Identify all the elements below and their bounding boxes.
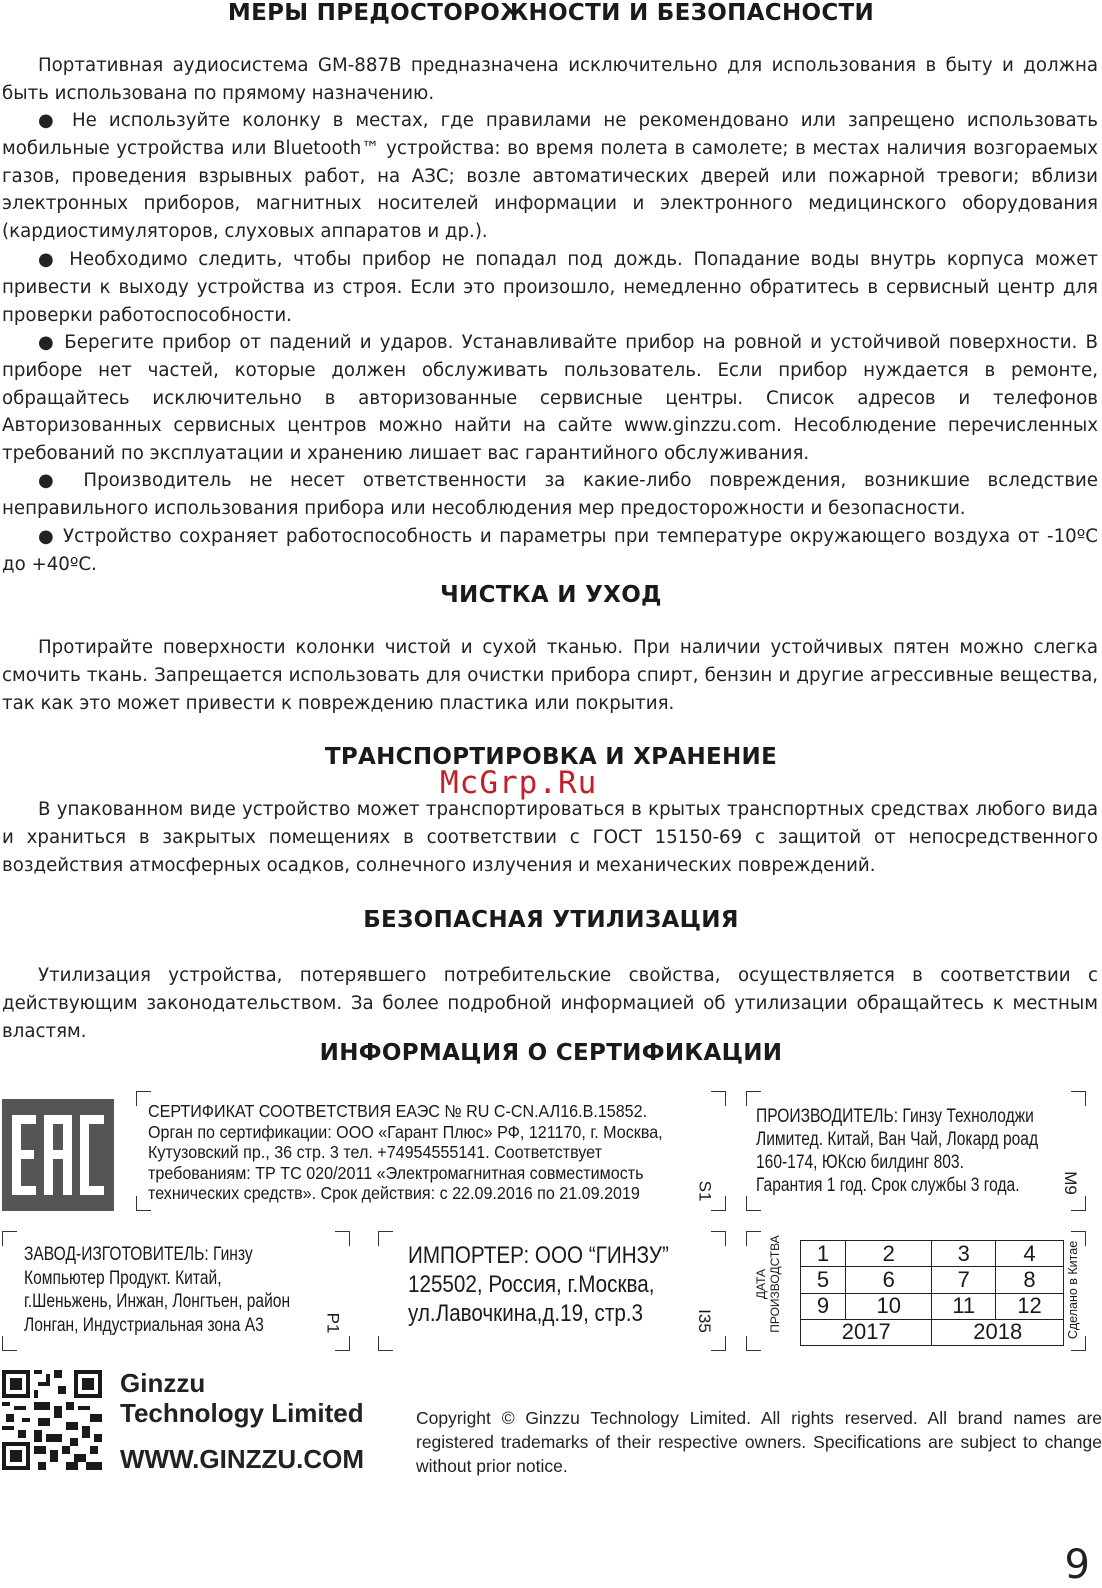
certificate-line: требованиям: ТР ТС 020/2011 «Электромагнитная совместимость bbox=[148, 1162, 644, 1183]
month-cell: 8 bbox=[996, 1267, 1064, 1293]
certificate-line: СЕРТИФИКАТ СООТВЕТСТВИЯ ЕАЭС № RU C-CN.АЛ16.В.15852. bbox=[148, 1101, 648, 1121]
page-number: 9 bbox=[1064, 1542, 1090, 1588]
month-cell: 6 bbox=[845, 1267, 932, 1293]
certificate-line: технических средств». Срок действия: с 22.09.2016 по 21.09.2019 bbox=[148, 1183, 640, 1203]
importer-line: ИМПОРТЕР: ООО “ГИНЗУ” bbox=[408, 1242, 669, 1269]
manufacturer-line: Гарантия 1 год. Срок службы 3 года. bbox=[756, 1175, 1020, 1196]
disposal-text: Утилизация устройства, потерявшего потребительские свойства, осуществляется в соответствии с действующим законодательством. За более подробной информацией об утилизации обращайтесь к местным властям. bbox=[2, 965, 1098, 1042]
month-cell: 12 bbox=[996, 1293, 1064, 1319]
copyright-text: Copyright © Ginzzu Technology Limited. All rights reserved. All brand names are registered trademarks of their respective owners. Specifications are subject to change without prior notice. bbox=[416, 1408, 1102, 1476]
month-cell: 5 bbox=[801, 1267, 846, 1293]
month-cell: 10 bbox=[845, 1293, 932, 1319]
section-title-certification: ИНФОРМАЦИЯ О СЕРТИФИКАЦИИ bbox=[319, 1040, 783, 1066]
production-date-label: ДАТА ПРОИЗВОДСТВА bbox=[754, 1235, 782, 1333]
manufacturer-line: 160-174, ЮКсю билдинг 803. bbox=[756, 1152, 964, 1173]
manufacturer-box bbox=[746, 1091, 1086, 1211]
factory-line: г.Шеньжень, Инжан, Лонгтьен, район bbox=[24, 1291, 291, 1312]
cleaning-text: Протирайте поверхности колонки чистой и сухой тканью. При наличии устойчивых пятен можно слегка смочить ткань. Запрещается использовать для очистки прибора спирт, бензин и другие агрессивные вещества, так как это может привести к повреждению пластика или покрытия. bbox=[2, 637, 1098, 714]
eac-mark-icon bbox=[12, 1115, 104, 1195]
bullet-icon: ● bbox=[38, 332, 57, 353]
safety-bullet-5: ● Устройство сохраняет работоспособность и параметры при температуре окружающего воздуха от -10ºС до +40ºС. bbox=[2, 526, 1098, 575]
month-cell: 11 bbox=[932, 1293, 996, 1319]
bullet-icon: ● bbox=[38, 470, 66, 491]
importer-code: I35 bbox=[694, 1309, 714, 1333]
manufacturer-line: ПРОИЗВОДИТЕЛЬ: Гинзу Технолоджи bbox=[756, 1106, 1034, 1127]
transport-text: В упакованном виде устройство может транспортироваться в крытых транспортных средствах любого вида и храниться в закрытых помещениях в соответствии с ГОСТ 15150-69 с защитой от непосредственного воздействия атмосферных осадков, солнечного излучения и механических повреждений. bbox=[2, 799, 1098, 876]
website-link[interactable]: WWW.GINZZU.COM bbox=[120, 1444, 365, 1474]
factory-line: Компьютер Продукт. Китай, bbox=[24, 1267, 222, 1289]
factory-box bbox=[2, 1231, 350, 1351]
certificate-line: Кутузовский пр., 36 стр. 3 тел. +74954555141. Соответствует bbox=[148, 1142, 602, 1162]
production-date-grid bbox=[800, 1240, 1064, 1346]
factory-line: Лонган, Индустриальная зона А3 bbox=[24, 1314, 264, 1336]
bullet-icon: ● bbox=[38, 526, 56, 547]
safety-bullet-3: ● Берегите прибор от падений и ударов. Устанавливайте прибор на ровной и устойчивой поверхности. В приборе нет частей, которые должен обслуживать пользователь. Если прибор нуждается в ремонте, обращайтесь исключительно в авторизованные сервисные центры. Список адресов и телефонов Авторизованных сервисных центров можно найти на сайте www.ginzzu.com. Несоблюдение перечисленных требований по эксплуатации и хранению лишает вас гарантийного обслуживания. bbox=[2, 332, 1098, 465]
certificate-box bbox=[136, 1091, 726, 1211]
month-cell: 4 bbox=[996, 1241, 1064, 1267]
factory-code: P1 bbox=[323, 1312, 343, 1334]
manufacturer-code: M9 bbox=[1060, 1171, 1080, 1195]
section-title-disposal: БЕЗОПАСНАЯ УТИЛИЗАЦИЯ bbox=[363, 907, 739, 933]
certificate-line: Орган по сертификации: ООО «Гарант Плюс» РФ, 121170, г. Москва, bbox=[148, 1121, 663, 1142]
certificate-code: S1 bbox=[695, 1180, 715, 1202]
safety-bullet-1: ● Не используйте колонку в местах, где правилами не рекомендовано или запрещено использовать мобильные устройства или Bluetooth™ устройства: во время полета в самолете; в местах наличия возгораемых газов, проведения взрывных работ, на АЗС; возле автоматических дверей или пожарной тревоги; вблизи электронных приборов, магнитных носителей информации и электронного медицинского оборудования (кардиостимуляторов, слуховых аппаратов и др.). bbox=[2, 110, 1098, 243]
qr-code-icon bbox=[2, 1370, 102, 1470]
safety-bullet-4: ● Производитель не несет ответственности за какие-либо повреждения, возникшие вследствие неправильного использования прибора или несоблюдения мер предосторожности и безопасности. bbox=[2, 470, 1098, 519]
importer-line: 125502, Россия, г.Москва, bbox=[408, 1271, 655, 1298]
month-cell: 1 bbox=[801, 1241, 846, 1267]
month-cell: 9 bbox=[801, 1293, 846, 1319]
importer-line: ул.Лавочкина,д.19, стр.3 bbox=[408, 1300, 644, 1327]
month-cell: 7 bbox=[932, 1267, 996, 1293]
eac-logo bbox=[2, 1099, 114, 1211]
month-cell: 3 bbox=[932, 1241, 996, 1267]
importer-box bbox=[378, 1231, 726, 1351]
factory-line: ЗАВОД-ИЗГОТОВИТЕЛЬ: Гинзу bbox=[24, 1244, 253, 1265]
watermark: McGrp.Ru bbox=[440, 765, 598, 801]
section-title-cleaning: ЧИСТКА И УХОД bbox=[440, 582, 662, 608]
year-cell: 2017 bbox=[801, 1319, 932, 1345]
safety-intro: Портативная аудиосистема GM-887B предназначена исключительно для использования в быту и должна быть использована по прямому назначению. bbox=[2, 55, 1098, 104]
safety-bullet-2: ● Необходимо следить, чтобы прибор не попадал под дождь. Попадание воды внутрь корпуса может привести к выходу устройства из строя. Если это произошло, немедленно обратитесь в сервисный центр для проверки работоспособности. bbox=[2, 249, 1098, 326]
section-title-safety: МЕРЫ ПРЕДОСТОРОЖНОСТИ И БЕЗОПАСНОСТИ bbox=[227, 0, 875, 26]
year-cell: 2018 bbox=[932, 1319, 1064, 1345]
made-in-label: Сделано в Китае bbox=[1066, 1240, 1080, 1340]
month-cell: 2 bbox=[845, 1241, 932, 1267]
bullet-icon: ● bbox=[38, 110, 60, 131]
brand-name: Ginzzu Technology Limited bbox=[120, 1368, 364, 1428]
section-title-transport: ТРАНСПОРТИРОВКА И ХРАНЕНИЕ bbox=[324, 744, 778, 770]
manufacturer-line: Лимитед. Китай, Ван Чай, Локард роад bbox=[756, 1129, 1039, 1150]
bullet-icon: ● bbox=[38, 249, 59, 270]
